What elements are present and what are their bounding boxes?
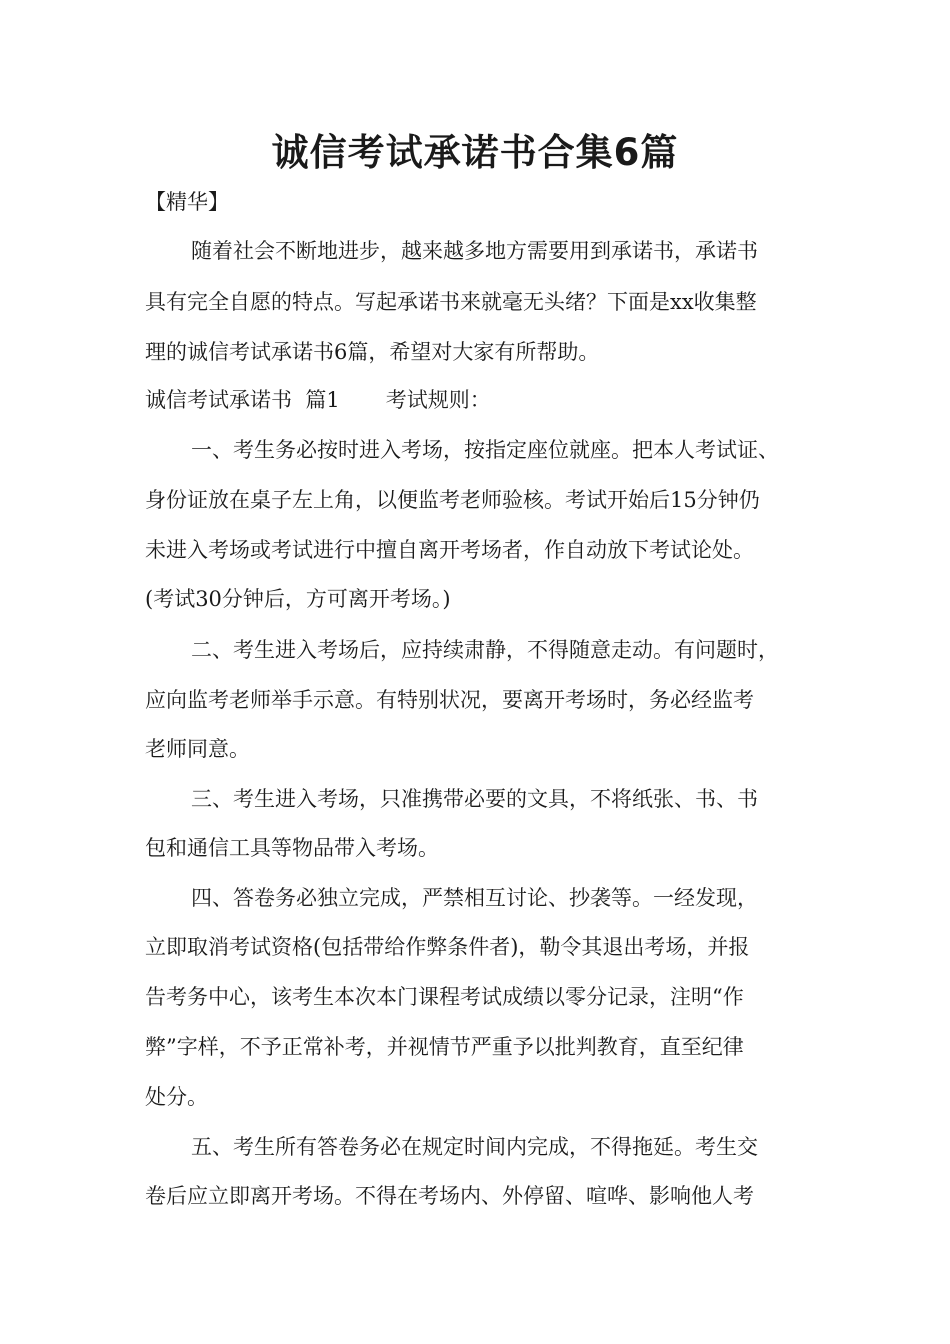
rule-line: (考试30分钟后，方可离开考场。): [145, 587, 451, 611]
rule-line: 立即取消考试资格(包括带给作弊条件者)，勒令其退出考场，并报: [145, 935, 750, 959]
rule-line: 未进入考场或考试进行中擅自离开考场者，作自动放下考试论处。: [145, 538, 754, 562]
section-subheading: 考试规则：: [385, 388, 491, 412]
rule-line: 身份证放在桌子左上角，以便监考老师验核。考试开始后15分钟仍: [145, 488, 760, 512]
rule-line: 应向监考老师举手示意。有特别状况，要离开考场时，务必经监考: [145, 688, 754, 712]
rule-line: 五、考生所有答卷务必在规定时间内完成，不得拖延。考生交: [191, 1135, 758, 1159]
intro-line: 随着社会不断地进步，越来越多地方需要用到承诺书，承诺书: [191, 239, 758, 263]
rule-line: 一、考生务必按时进入考场，按指定座位就座。把本人考试证、: [191, 438, 779, 462]
rule-line: 包和通信工具等物品带入考场。: [145, 836, 439, 860]
intro-line: 具有完全自愿的特点。写起承诺书来就毫无头绪？下面是xx收集整: [145, 290, 757, 314]
document-tag: 【精华】: [145, 190, 229, 214]
rule-line: 二、考生进入考场后，应持续肃静，不得随意走动。有问题时，: [191, 638, 779, 662]
document-title: 诚信考试承诺书合集6篇: [271, 131, 679, 174]
rule-line: 处分。: [145, 1085, 208, 1109]
intro-line: 理的诚信考试承诺书6篇，希望对大家有所帮助。: [145, 340, 600, 364]
rule-line: 卷后应立即离开考场。不得在考场内、外停留、喧哗、影响他人考: [145, 1184, 754, 1208]
rule-line: 老师同意。: [145, 737, 250, 761]
rule-line: 三、考生进入考场，只准携带必要的文具，不将纸张、书、书: [191, 787, 758, 811]
rule-line: 弊”字样，不予正常补考，并视情节严重予以批判教育，直至纪律: [145, 1035, 744, 1059]
rule-line: 四、答卷务必独立完成，严禁相互讨论、抄袭等。一经发现，: [191, 886, 758, 910]
rule-line: 告考务中心，该考生本次本门课程考试成绩以零分记录，注明“作: [145, 985, 744, 1009]
section-heading-row: [145, 385, 491, 415]
section-heading: 诚信考试承诺书 篇1: [145, 388, 340, 412]
